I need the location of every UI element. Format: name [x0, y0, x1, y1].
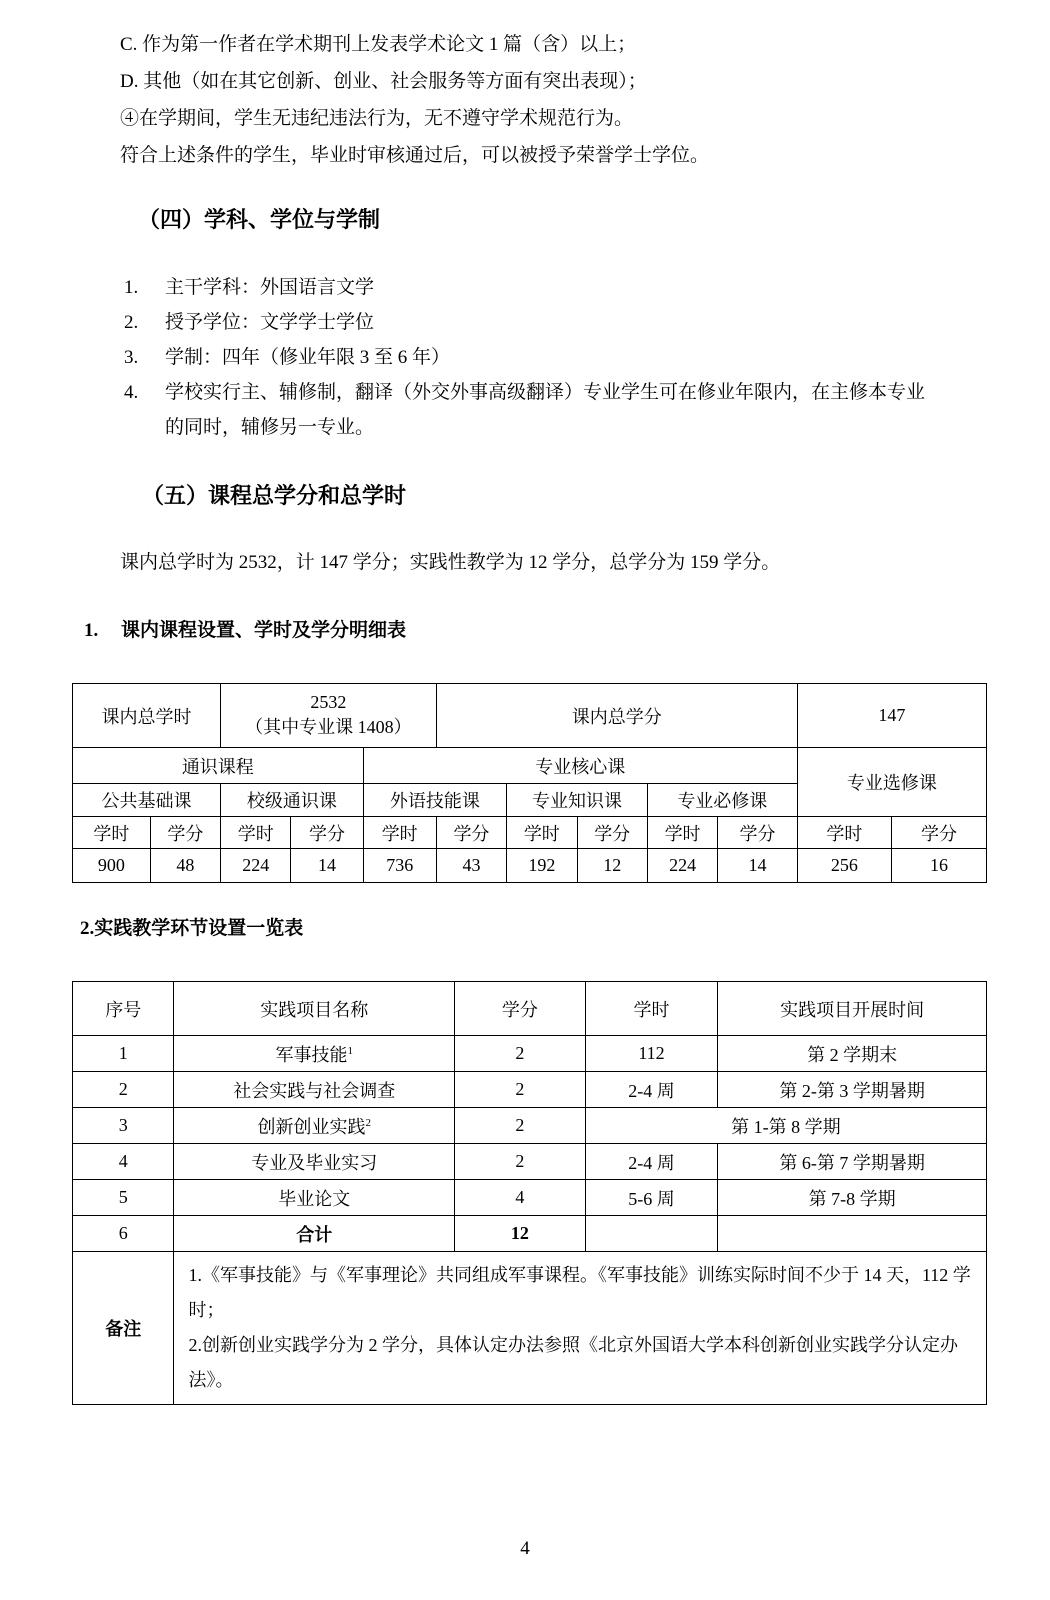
credits-cell: 4: [455, 1180, 586, 1216]
unit-header-cell: 学时: [507, 817, 577, 849]
section4-list: [124, 270, 990, 445]
value-cell: 256: [797, 849, 891, 883]
value-cell: 900: [73, 849, 151, 883]
list-item-text: 学制：四年（修业年限 3 至 6 年）: [165, 347, 451, 368]
hours-cell: 112: [585, 1036, 718, 1072]
credits-cell: 2: [455, 1144, 586, 1180]
total-credits-label-cell: 课内总学分: [436, 684, 797, 748]
note-line: 2.创新创业实践学分为 2 学分，具体认定办法参照《北京外国语大学本科创新创业实践学分认定办法》。: [188, 1335, 958, 1390]
intro-line-c: C. 作为第一作者在学术期刊上发表学术论文 1 篇（含）以上；: [120, 34, 637, 55]
practice-teaching-table: [72, 981, 987, 1405]
column-header-cell: 实践项目开展时间: [718, 982, 987, 1036]
total-time-cell: [718, 1216, 987, 1252]
hours-cell: 2-4 周: [585, 1072, 718, 1108]
section5-heading: （五）课程总学分和总学时: [142, 483, 407, 508]
list-item: [124, 375, 990, 445]
list-item-number: 3.: [124, 347, 139, 368]
list-item: [124, 340, 990, 375]
row-number-cell: 6: [73, 1216, 174, 1252]
project-name: 社会实践与社会调查: [233, 1080, 396, 1101]
unit-header-cell: 学分: [436, 817, 506, 849]
table-row: [73, 1072, 987, 1108]
total-hours-value: 2532: [310, 692, 347, 712]
table-row: [73, 1108, 987, 1144]
list-item-text: 授予学位：文学学士学位: [165, 312, 375, 333]
unit-header-cell: 学分: [150, 817, 220, 849]
unit-header-cell: 学分: [291, 817, 363, 849]
project-name-cell: [174, 1144, 455, 1180]
value-cell: 224: [221, 849, 291, 883]
total-label-cell: 合计: [174, 1216, 455, 1252]
list-item: [124, 270, 990, 305]
total-hours-cell: [585, 1216, 718, 1252]
table1-heading: [84, 618, 990, 644]
row-number-cell: 4: [73, 1144, 174, 1180]
group-elective-cell: 专业选修课: [797, 748, 986, 817]
footnote-marker: 1: [347, 1044, 353, 1057]
project-name-cell: [174, 1108, 455, 1144]
total-hours-detail: （其中专业课 1408）: [245, 717, 412, 737]
list-item-text: 主干学科：外国语言文学: [165, 277, 375, 298]
section5-paragraph: 课内总学时为 2532，计 147 学分；实践性教学为 12 学分，总学分为 159 学分。: [120, 552, 781, 573]
table1-heading-text: 课内课程设置、学时及学分明细表: [121, 620, 407, 641]
unit-header-cell: 学时: [797, 817, 891, 849]
table-row: [73, 1180, 987, 1216]
unit-header-cell: 学分: [718, 817, 798, 849]
time-cell: 第 2-第 3 学期暑期: [718, 1072, 987, 1108]
column-header-cell: 学分: [455, 982, 586, 1036]
table-row: [73, 1144, 987, 1180]
unit-header-cell: 学时: [221, 817, 291, 849]
project-name: 专业及毕业实习: [251, 1152, 378, 1173]
intro-line-d: D. 其他（如在其它创新、创业、社会服务等方面有突出表现）；: [120, 71, 647, 92]
total-hours-value-cell: [221, 684, 437, 748]
total-credits-value-cell: 147: [797, 684, 986, 748]
list-item-number: 2.: [124, 312, 139, 333]
subgroup-cell: 外语技能课: [363, 784, 506, 817]
project-name-cell: [174, 1036, 455, 1072]
time-cell: 第 6-第 7 学期暑期: [718, 1144, 987, 1180]
value-cell: 192: [507, 849, 577, 883]
credits-cell: 2: [455, 1072, 586, 1108]
group-core-cell: 专业核心课: [363, 748, 797, 784]
table2-heading: 2.实践教学环节设置一览表: [80, 918, 304, 939]
project-name: 毕业论文: [278, 1188, 351, 1209]
notes-row: [73, 1252, 987, 1405]
total-row: [73, 1216, 987, 1252]
time-cell: 第 7-8 学期: [718, 1180, 987, 1216]
value-cell: 12: [577, 849, 647, 883]
course-hours-credits-table: [72, 683, 987, 883]
value-cell: 43: [436, 849, 506, 883]
section4-heading: （四）学科、学位与学制: [138, 207, 381, 232]
column-header-cell: 学时: [585, 982, 718, 1036]
notes-content-cell: [174, 1252, 987, 1405]
value-cell: 14: [291, 849, 363, 883]
value-cell: 14: [718, 849, 798, 883]
project-name: 军事技能: [275, 1044, 348, 1065]
total-credits-cell: 12: [455, 1216, 586, 1252]
subgroup-cell: 校级通识课: [221, 784, 364, 817]
row-number-cell: 1: [73, 1036, 174, 1072]
unit-header-cell: 学时: [73, 817, 151, 849]
time-merged-cell: 第 1-第 8 学期: [585, 1108, 986, 1144]
table1-heading-number: 1.: [84, 620, 99, 641]
row-number-cell: 2: [73, 1072, 174, 1108]
group-general-cell: 通识课程: [73, 748, 364, 784]
hours-cell: 5-6 周: [585, 1180, 718, 1216]
time-cell: 第 2 学期末: [718, 1036, 987, 1072]
unit-header-cell: 学分: [577, 817, 647, 849]
footnote-marker: 2: [365, 1116, 371, 1129]
value-cell: 736: [363, 849, 436, 883]
page-number: 4: [520, 1538, 530, 1559]
total-hours-label-cell: 课内总学时: [73, 684, 221, 748]
intro-line-final: 符合上述条件的学生，毕业时审核通过后，可以被授予荣誉学士学位。: [120, 145, 710, 166]
column-header-cell: 实践项目名称: [174, 982, 455, 1036]
list-item-number: 4.: [124, 382, 139, 403]
value-cell: 48: [150, 849, 220, 883]
table-row: [73, 1036, 987, 1072]
project-name-cell: [174, 1072, 455, 1108]
value-cell: 224: [647, 849, 717, 883]
credits-cell: 2: [455, 1108, 586, 1144]
list-item-text: 学校实行主、辅修制，翻译（外交外事高级翻译）专业学生可在修业年限内，在主修本专业的同时，辅修另一专业。: [165, 382, 926, 438]
subgroup-cell: 专业知识课: [507, 784, 648, 817]
project-name: 创新创业实践: [257, 1116, 366, 1137]
hours-cell: 2-4 周: [585, 1144, 718, 1180]
intro-paragraphs: [120, 26, 990, 174]
list-item-number: 1.: [124, 277, 139, 298]
notes-label-cell: 备注: [73, 1252, 174, 1405]
subgroup-cell: 专业必修课: [647, 784, 797, 817]
row-number-cell: 3: [73, 1108, 174, 1144]
subgroup-cell: 公共基础课: [73, 784, 221, 817]
note-line: 1.《军事技能》与《军事理论》共同组成军事课程。《军事技能》训练实际时间不少于 14 天，112 学时；: [188, 1265, 971, 1320]
credits-cell: 2: [455, 1036, 586, 1072]
intro-line-4: ④在学期间，学生无违纪违法行为，无不遵守学术规范行为。: [120, 108, 634, 129]
unit-header-cell: 学时: [363, 817, 436, 849]
column-header-cell: 序号: [73, 982, 174, 1036]
value-cell: 16: [891, 849, 986, 883]
row-number-cell: 5: [73, 1180, 174, 1216]
list-item: [124, 305, 990, 340]
unit-header-cell: 学时: [647, 817, 717, 849]
unit-header-cell: 学分: [891, 817, 986, 849]
project-name-cell: [174, 1180, 455, 1216]
